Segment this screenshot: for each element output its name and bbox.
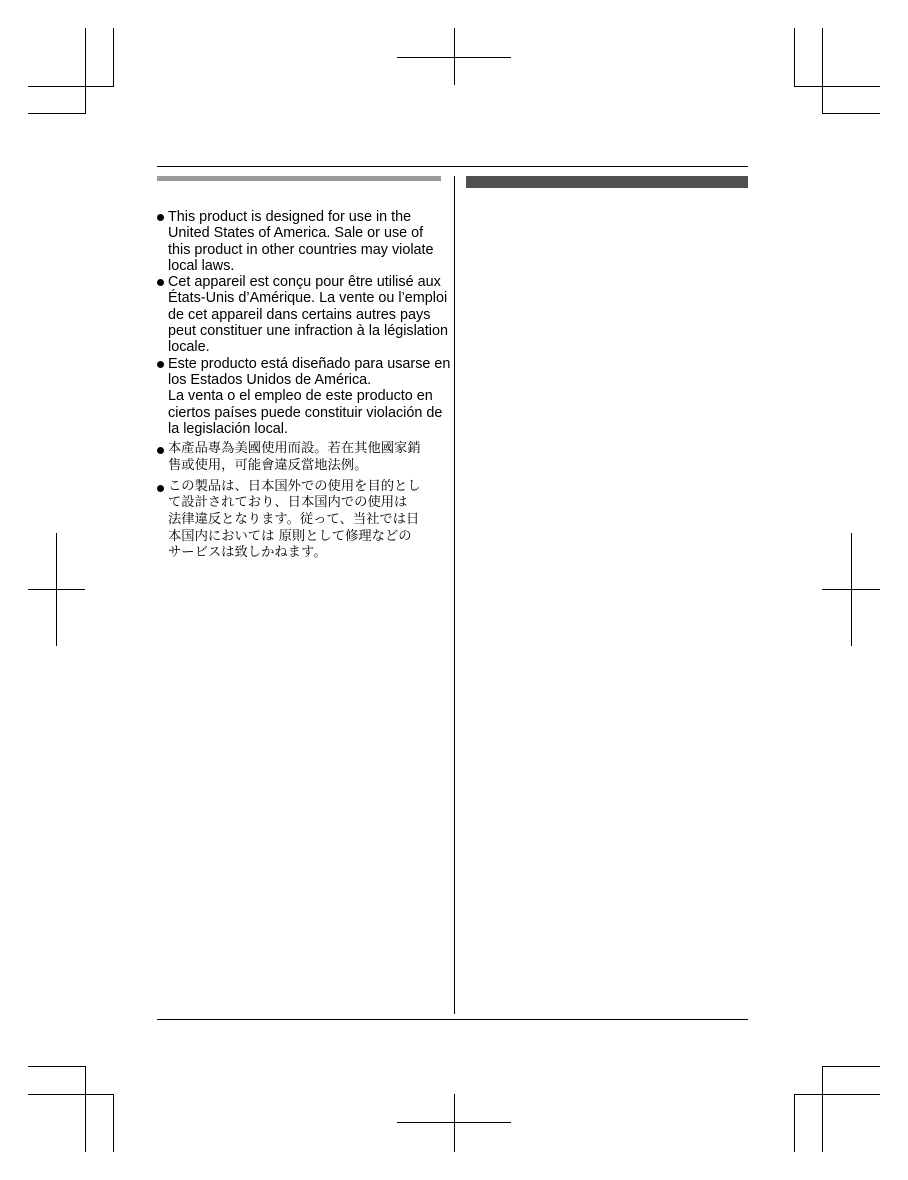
crop-mark-tl-v-outer [85, 28, 86, 114]
notice-line: 售或使用，可能會違反當地法例。 [168, 457, 368, 473]
notice-item-fr [157, 274, 447, 355]
notice-line: て設計されており、日本国内での使用は [168, 495, 408, 511]
left-section-bar [157, 176, 441, 181]
notice-line: la legislación local. [168, 420, 288, 437]
notice-line: 法律違反となります。従って、当社では日 [168, 511, 420, 527]
column-divider [454, 176, 455, 1014]
notice-item-es [157, 355, 451, 437]
right-section-bar [466, 176, 748, 188]
notice-line: この製品は、日本国外での使用を目的とし [168, 478, 421, 494]
crop-mark-br-v-outer [822, 1066, 823, 1152]
notice-line: local laws. [168, 257, 235, 274]
notice-line: los Estados Unidos de América. [168, 371, 372, 388]
notice-line: 本国内においては 原則として修理などの [168, 528, 412, 544]
crop-mark-bl-h-outer [28, 1094, 114, 1095]
notice-item-zh [157, 441, 447, 474]
notice-line: サービスは致しかねます。 [168, 545, 327, 561]
notice-line: de cet appareil dans certains autres pays [168, 306, 431, 323]
notice-line: locale. [168, 339, 210, 356]
crop-mark-ml-h [28, 589, 85, 590]
crop-mark-tl-h-inner [28, 113, 86, 114]
notice-item-en [157, 209, 447, 274]
crop-mark-tl-v-inner [113, 28, 114, 86]
notice-line: peut constituer une infraction à la législation [168, 323, 448, 340]
bullet-icon [157, 485, 164, 492]
notice-line: Este producto está diseñado para usarse en [168, 355, 451, 372]
page-bottom-rule [157, 1019, 748, 1020]
crop-mark-tr-v-inner [794, 28, 795, 86]
crop-mark-bc-v [454, 1094, 455, 1152]
crop-mark-mr-h [822, 589, 880, 590]
crop-mark-tr-h-outer [794, 86, 880, 87]
crop-mark-tc-h [397, 57, 511, 58]
notice-line: 本產品專為美國使用而設。若在其他國家銷 [168, 441, 421, 457]
page-top-rule [157, 166, 748, 167]
crop-mark-tr-v-outer [822, 28, 823, 114]
crop-mark-tl-h-outer [28, 86, 114, 87]
bullet-icon [157, 447, 164, 454]
notice-line: This product is designed for use in the [168, 209, 412, 225]
crop-mark-bl-h-inner [28, 1066, 86, 1067]
notice-line: United States of America. Sale or use of [168, 225, 424, 242]
bullet-icon [157, 214, 164, 221]
notice-line: États-Unis d’Amérique. La vente ou l’emploi [168, 290, 448, 307]
crop-mark-br-h-inner [822, 1066, 880, 1067]
crop-mark-bc-h [397, 1122, 511, 1123]
bullet-icon [157, 361, 164, 368]
bullet-icon [157, 279, 164, 286]
crop-mark-bl-v-outer [85, 1066, 86, 1152]
usage-notice-list [157, 209, 451, 562]
notice-line: this product in other countries may violate [168, 241, 434, 258]
crop-mark-br-h-outer [794, 1094, 880, 1095]
crop-mark-bl-v-inner [113, 1094, 114, 1152]
crop-mark-tr-h-inner [822, 113, 880, 114]
notice-item-ja [157, 479, 447, 563]
notice-line: La venta o el empleo de este producto en [168, 388, 433, 405]
crop-mark-br-v-inner [794, 1094, 795, 1152]
notice-line: Cet appareil est conçu pour être utilisé aux [168, 274, 441, 291]
notice-line: ciertos países puede constituir violación de [168, 404, 443, 421]
